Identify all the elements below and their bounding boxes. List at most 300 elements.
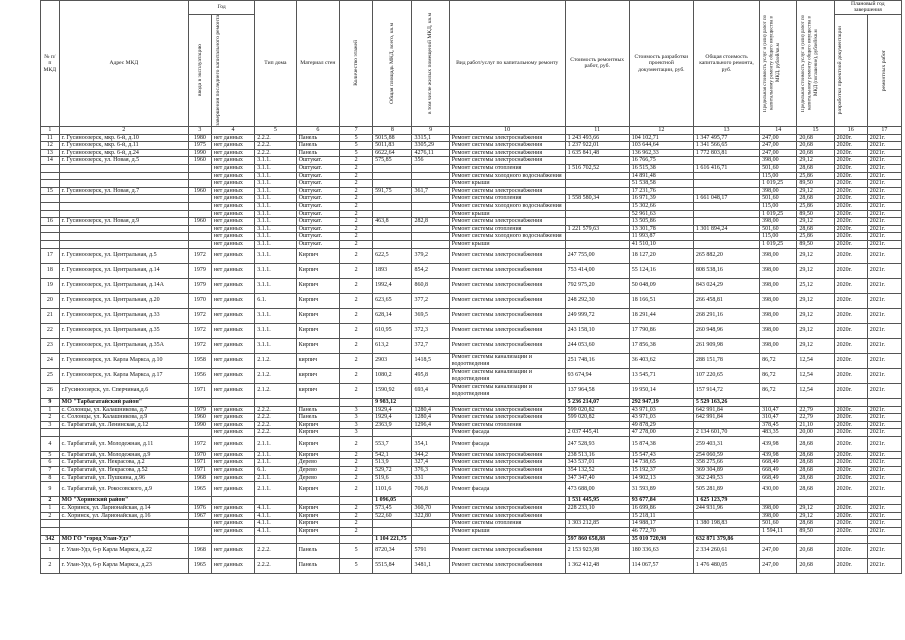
cell-design: 15 302,66: [629, 202, 693, 210]
district-total-row: [41, 398, 902, 406]
cell-plan-works: 2021г.: [867, 172, 901, 180]
cell-floors: 5: [340, 558, 373, 573]
cell-limit: 430,00: [760, 482, 797, 497]
cell-limit: 86,72: [760, 383, 797, 398]
cell-area: 2363,9: [373, 421, 412, 429]
cell-type: 3.1.1.: [255, 278, 296, 293]
cell-limit-repay: 28,68: [797, 436, 834, 451]
cell-address: г. Гусиноозерск, мкр. 6-й, д.24: [59, 149, 188, 157]
cell-design: 93 677,84: [629, 497, 693, 505]
cell-wall: Кирпич: [296, 308, 339, 323]
cell-limit: 247,00: [760, 543, 797, 558]
cell-area-living: [412, 180, 449, 188]
cell-year-repair: [211, 398, 254, 406]
cell-no: 9: [41, 398, 60, 406]
cell-floors: 2: [340, 451, 373, 459]
cell-year-built: [188, 195, 211, 203]
cell-no: 21: [41, 308, 60, 323]
cell-design: 16 515,38: [629, 164, 693, 172]
cell-work: Ремонт системы электроснабжения: [449, 263, 565, 278]
cell-wall: Дерево: [296, 474, 339, 482]
cell-year-built: 1971: [188, 459, 211, 467]
table-row: [41, 172, 902, 180]
table-row: [41, 134, 902, 142]
cell-plan-works: 2021г.: [867, 293, 901, 308]
cell-limit: 86,72: [760, 368, 797, 383]
cell-no: 3: [41, 421, 60, 429]
cell-year-built: 1976: [188, 505, 211, 513]
cell-area: 5011,83: [373, 142, 412, 150]
cell-type: 2.1.1.: [255, 436, 296, 451]
cell-cost: 249 999,72: [565, 308, 629, 323]
cell-design: 47 278,00: [629, 429, 693, 437]
cell-work: Ремонт системы электроснабжения: [449, 157, 565, 165]
cell-plan-design: 2020г.: [834, 202, 867, 210]
header-plan-group: Плановый год завершения: [834, 1, 901, 15]
cell-wall: кирпич: [296, 368, 339, 383]
cell-work: Ремонт крыши: [449, 180, 565, 188]
table-row: [41, 210, 902, 218]
cell-year-repair: нет данных: [211, 451, 254, 459]
cell-area-living: 1280,4: [412, 406, 449, 414]
header-limit1: Предельная стоимость услуг и (или) работ по капитальному ремонту общего имущества в МКД, рублей/кв.м: [760, 1, 797, 127]
cell-work: Ремонт системы электроснабжения: [449, 134, 565, 142]
cell-work: Ремонт системы канализации и водоотведения: [449, 368, 565, 383]
cell-limit: 398,00: [760, 338, 797, 353]
cell-area-living: 354,1: [412, 436, 449, 451]
cell-no: 17: [41, 248, 60, 263]
cell-design: 51 538,58: [629, 180, 693, 188]
cell-area: 519,6: [373, 474, 412, 482]
cell-address: [59, 520, 188, 528]
cell-work: Ремонт системы отопления: [449, 164, 565, 172]
cell-year-repair: нет данных: [211, 406, 254, 414]
cell-no: [41, 210, 60, 218]
district-total-row: [41, 535, 902, 543]
cell-total: 1 380 198,83: [693, 520, 759, 528]
cell-limit-repay: 29,12: [797, 323, 834, 338]
cell-floors: 2: [340, 368, 373, 383]
cell-area: 623,65: [373, 293, 412, 308]
table-row: [41, 218, 902, 226]
cell-limit-repay: 29,12: [797, 505, 834, 513]
cell-limit-repay: 12,54: [797, 353, 834, 368]
cell-limit: 398,00: [760, 308, 797, 323]
cell-address: с. Солонцы, ул. Калашникова, д.7: [59, 406, 188, 414]
cell-plan-works: 2021г.: [867, 353, 901, 368]
cell-year-repair: нет данных: [211, 353, 254, 368]
cell-floors: [340, 398, 373, 406]
cell-cost: 599 020,82: [565, 414, 629, 422]
cell-cost: 137 964,58: [565, 383, 629, 398]
cell-total: 157 914,72: [693, 383, 759, 398]
cell-area: 1992,4: [373, 278, 412, 293]
cell-design: 14 891,48: [629, 172, 693, 180]
cell-year-repair: нет данных: [211, 202, 254, 210]
cell-address: с. Тарбагатай, ул. Ленинская, д.12: [59, 421, 188, 429]
cell-work: [449, 497, 565, 505]
cell-no: 342: [41, 535, 60, 543]
cell-plan-works: 2021г.: [867, 383, 901, 398]
table-row: [41, 429, 902, 437]
cell-wall: Панель: [296, 543, 339, 558]
cell-plan-design: 2020г.: [834, 157, 867, 165]
cell-plan-design: 2020г.: [834, 406, 867, 414]
cell-type: [255, 398, 296, 406]
cell-area-living: 3305,29: [412, 142, 449, 150]
cell-address: с. Хоринск, ул. Ларионайская, д.16: [59, 512, 188, 520]
cell-work: Ремонт системы канализации и водоотведения: [449, 383, 565, 398]
cell-wall: Оштукат.: [296, 157, 339, 165]
cell-type: 3.1.1.: [255, 210, 296, 218]
cell-cost: [565, 528, 629, 536]
cell-year-repair: нет данных: [211, 505, 254, 513]
cell-limit-repay: 20,68: [797, 134, 834, 142]
cell-address: [59, 172, 188, 180]
cell-work: Ремонт системы электроснабжения: [449, 323, 565, 338]
cell-limit: 668,49: [760, 474, 797, 482]
cell-floors: 2: [340, 383, 373, 398]
cell-plan-works: 2021г.: [867, 505, 901, 513]
cell-cost: [565, 233, 629, 241]
table-row: [41, 406, 902, 414]
table-row: [41, 164, 902, 172]
cell-year-repair: нет данных: [211, 263, 254, 278]
cell-floors: 2: [340, 528, 373, 536]
cell-design: 41 510,10: [629, 240, 693, 248]
cell-total: 1 341 566,65: [693, 142, 759, 150]
cell-plan-design: 2020г.: [834, 482, 867, 497]
column-number: 12: [629, 126, 693, 134]
cell-plan-works: 2021г.: [867, 482, 901, 497]
cell-design: 18 166,51: [629, 293, 693, 308]
cell-wall: Кирпич: [296, 278, 339, 293]
cell-plan-works: 2021г.: [867, 467, 901, 475]
cell-plan-works: 2021г.: [867, 459, 901, 467]
cell-no: 2: [41, 512, 60, 520]
column-number: 3: [188, 126, 211, 134]
cell-year-built: [188, 225, 211, 233]
cell-type: 3.1.1.: [255, 164, 296, 172]
cell-floors: 5: [340, 149, 373, 157]
cell-plan-works: 2021г.: [867, 149, 901, 157]
cell-cost: 1 531 445,95: [565, 497, 629, 505]
table-row: [41, 308, 902, 323]
cell-year-built: [188, 528, 211, 536]
table-row: [41, 233, 902, 241]
table-header: [41, 1, 902, 135]
cell-plan-works: 2021г.: [867, 210, 901, 218]
cell-address: г. Гусиноозерск, ул. Центральная, д.14А: [59, 278, 188, 293]
cell-area-living: [412, 520, 449, 528]
column-number: 10: [449, 126, 565, 134]
cell-area: 1893: [373, 263, 412, 278]
cell-plan-design: [834, 398, 867, 406]
cell-cost: [565, 421, 629, 429]
table-row: [41, 383, 902, 398]
cell-plan-design: 2020г.: [834, 520, 867, 528]
cell-area: [373, 172, 412, 180]
cell-floors: [340, 497, 373, 505]
cell-area-living: 3481,1: [412, 558, 449, 573]
cell-area: 463,8: [373, 218, 412, 226]
cell-limit-repay: 20,68: [797, 558, 834, 573]
cell-area: [373, 520, 412, 528]
cell-area: 5515,84: [373, 558, 412, 573]
cell-wall: Оштукат.: [296, 218, 339, 226]
table-row: [41, 149, 902, 157]
cell-year-built: [188, 210, 211, 218]
cell-floors: 2: [340, 459, 373, 467]
cell-type: 2.2.2.: [255, 149, 296, 157]
cell-work: Ремонт системы электроснабжения: [449, 149, 565, 157]
cell-year-built: 1960: [188, 414, 211, 422]
cell-year-built: [188, 202, 211, 210]
cell-limit-repay: 28,68: [797, 195, 834, 203]
cell-plan-design: 2020г.: [834, 278, 867, 293]
cell-cost: [565, 240, 629, 248]
cell-design: 17 231,76: [629, 187, 693, 195]
cell-limit: 247,00: [760, 558, 797, 573]
cell-design: 103 644,64: [629, 142, 693, 150]
cell-design: 292 947,19: [629, 398, 693, 406]
cell-design: 16 766,75: [629, 157, 693, 165]
cell-plan-works: [867, 398, 901, 406]
cell-plan-works: 2021г.: [867, 474, 901, 482]
cell-area: [373, 429, 412, 437]
cell-wall: кирпич: [296, 383, 339, 398]
cell-year-built: [188, 233, 211, 241]
cell-type: 2.1.2.: [255, 368, 296, 383]
cell-no: 2: [41, 497, 60, 505]
cell-plan-design: 2020г.: [834, 505, 867, 513]
cell-plan-design: 2020г.: [834, 180, 867, 188]
cell-design: 15 874,38: [629, 436, 693, 451]
cell-design: 15 192,37: [629, 467, 693, 475]
cell-floors: 3: [340, 406, 373, 414]
cell-cost: 1 558 580,34: [565, 195, 629, 203]
column-number: 2: [59, 126, 188, 134]
cell-type: 3.1.1.: [255, 172, 296, 180]
cell-type: 6.1.: [255, 293, 296, 308]
cell-plan-design: 2020г.: [834, 451, 867, 459]
cell-type: 3.1.1.: [255, 157, 296, 165]
cell-floors: 2: [340, 218, 373, 226]
cell-type: 3.1.1.: [255, 248, 296, 263]
cell-no: 4: [41, 436, 60, 451]
cell-limit-repay: 29,12: [797, 218, 834, 226]
cell-year-built: 1979: [188, 263, 211, 278]
cell-design: 31 593,89: [629, 482, 693, 497]
cell-type: 2.1.1.: [255, 482, 296, 497]
cell-cost: 473 688,00: [565, 482, 629, 497]
cell-type: 3.1.1.: [255, 187, 296, 195]
cell-cost: 753 414,00: [565, 263, 629, 278]
cell-type: [255, 535, 296, 543]
table-row: [41, 451, 902, 459]
cell-area: [373, 528, 412, 536]
cell-wall: Оштукат.: [296, 172, 339, 180]
cell-floors: 2: [340, 505, 373, 513]
cell-address: [59, 225, 188, 233]
header-limit2: Предельная стоимость услуг и (или) работ по капитальному ремонту общего имущества в МКД (погашение), рублей/кв.м: [797, 1, 834, 127]
header-year-last: завершения последнего капитального ремонта: [211, 14, 254, 126]
table-row: [41, 505, 902, 513]
cell-area-living: 282,8: [412, 218, 449, 226]
cell-plan-design: 2020г.: [834, 467, 867, 475]
cell-total: 2 334 260,61: [693, 543, 759, 558]
cell-plan-works: 2021г.: [867, 368, 901, 383]
cell-work: Ремонт системы электроснабжения: [449, 278, 565, 293]
cell-no: 14: [41, 157, 60, 165]
cell-year-built: 1979: [188, 278, 211, 293]
cell-plan-works: 2021г.: [867, 451, 901, 459]
cell-total: [693, 233, 759, 241]
cell-total: [693, 157, 759, 165]
cell-floors: 2: [340, 512, 373, 520]
cell-limit-repay: 20,68: [797, 543, 834, 558]
cell-year-repair: нет данных: [211, 157, 254, 165]
cell-address: [59, 210, 188, 218]
cell-wall: Кирпич: [296, 436, 339, 451]
cell-design: 19 950,14: [629, 383, 693, 398]
cell-address: [59, 164, 188, 172]
table-body: [41, 134, 902, 573]
cell-year-built: 1972: [188, 248, 211, 263]
cell-area: 2903: [373, 353, 412, 368]
cell-type: 4.1.1.: [255, 505, 296, 513]
cell-address: г. Гусиноозерск, ул. Карла Маркса, д.17: [59, 368, 188, 383]
cell-cost: 2 037 445,41: [565, 429, 629, 437]
cell-cost: 597 860 658,88: [565, 535, 629, 543]
table-row: [41, 263, 902, 278]
cell-year-repair: нет данных: [211, 210, 254, 218]
header-total: Общая стоимость капитального ремонта, руб.: [693, 1, 759, 127]
cell-work: Ремонт системы канализации и водоотведения: [449, 353, 565, 368]
cell-year-repair: нет данных: [211, 482, 254, 497]
cell-total: [693, 187, 759, 195]
cell-total: 265 882,20: [693, 248, 759, 263]
cell-address: МО "Тарбагатайский район": [59, 398, 188, 406]
cell-area-living: [412, 429, 449, 437]
cell-cost: 2 153 923,98: [565, 543, 629, 558]
cell-design: 136 962,33: [629, 149, 693, 157]
cell-plan-design: 2020г.: [834, 210, 867, 218]
cell-area: 1101,6: [373, 482, 412, 497]
cell-design: 14 988,17: [629, 520, 693, 528]
cell-address: г. Улан-Удэ, 6-р Карла Маркса, д.23: [59, 558, 188, 573]
cell-area: 1590,92: [373, 383, 412, 398]
cell-floors: 2: [340, 172, 373, 180]
cell-work: Ремонт системы электроснабжения: [449, 406, 565, 414]
cell-floors: 2: [340, 467, 373, 475]
cell-floors: 2: [340, 293, 373, 308]
column-number: 15: [797, 126, 834, 134]
cell-area: 1 104 221,75: [373, 535, 412, 543]
cell-design: 11 993,87: [629, 233, 693, 241]
cell-no: 12: [41, 142, 60, 150]
cell-plan-works: 2021г.: [867, 520, 901, 528]
cell-no: 9: [41, 482, 60, 497]
header-design: Стоимость разработки проектной документации, руб.: [629, 1, 693, 127]
cell-year-repair: нет данных: [211, 225, 254, 233]
cell-address: МО "Хоринский район": [59, 497, 188, 505]
cell-area-living: [412, 210, 449, 218]
cell-floors: 2: [340, 278, 373, 293]
cell-no: [41, 233, 60, 241]
cell-type: 2.2.2.: [255, 421, 296, 429]
table-row: [41, 202, 902, 210]
cell-limit: 398,00: [760, 157, 797, 165]
cell-limit-repay: 29,12: [797, 248, 834, 263]
cell-plan-design: 2020г.: [834, 558, 867, 573]
cell-cost: 354 132,52: [565, 467, 629, 475]
cell-work: Ремонт системы электроснабжения: [449, 248, 565, 263]
cell-cost: 228 233,10: [565, 505, 629, 513]
cell-design: 49 878,29: [629, 421, 693, 429]
cell-area: [373, 240, 412, 248]
cell-floors: 5: [340, 134, 373, 142]
cell-floors: 3: [340, 414, 373, 422]
cell-limit: 398,00: [760, 248, 797, 263]
cell-limit-repay: 29,12: [797, 338, 834, 353]
table-row: [41, 157, 902, 165]
cell-area: [373, 202, 412, 210]
cell-cost: [565, 512, 629, 520]
cell-total: [693, 528, 759, 536]
cell-area: [373, 195, 412, 203]
cell-cost: 1 237 922,01: [565, 142, 629, 150]
cell-total: 2 134 601,70: [693, 429, 759, 437]
cell-limit: 310,47: [760, 414, 797, 422]
cell-plan-works: 2021г.: [867, 421, 901, 429]
cell-limit-repay: 89,50: [797, 240, 834, 248]
cell-type: 3.1.1.: [255, 240, 296, 248]
cell-wall: Панель: [296, 558, 339, 573]
table-row: [41, 353, 902, 368]
cell-design: 16 971,39: [629, 195, 693, 203]
cell-design: 55 124,16: [629, 263, 693, 278]
cell-cost: 1 516 702,52: [565, 164, 629, 172]
cell-plan-works: 2021г.: [867, 202, 901, 210]
cell-plan-works: 2021г.: [867, 558, 901, 573]
cell-wall: [296, 398, 339, 406]
cell-plan-design: 2020г.: [834, 164, 867, 172]
cell-address: [59, 233, 188, 241]
cell-year-repair: нет данных: [211, 278, 254, 293]
cell-area: 8720,34: [373, 543, 412, 558]
cell-limit-repay: 28,68: [797, 164, 834, 172]
cell-total: 505 281,89: [693, 482, 759, 497]
cell-plan-works: 2021г.: [867, 436, 901, 451]
cell-area: 513,9: [373, 459, 412, 467]
cell-type: 2.1.1.: [255, 474, 296, 482]
cell-floors: 2: [340, 482, 373, 497]
cell-year-built: 1971: [188, 467, 211, 475]
cell-work: Ремонт системы электроснабжения: [449, 467, 565, 475]
cell-area: 591,75: [373, 187, 412, 195]
cell-area: 1929,4: [373, 406, 412, 414]
cell-area: [373, 164, 412, 172]
cell-area: 529,72: [373, 467, 412, 475]
cell-total: 843 024,29: [693, 278, 759, 293]
table-row: [41, 414, 902, 422]
cell-year-repair: нет данных: [211, 436, 254, 451]
cell-address: г. Гусиноозерск, ул. Центральная, д.35А: [59, 338, 188, 353]
cell-wall: Дерево: [296, 459, 339, 467]
cell-limit-repay: 28,68: [797, 459, 834, 467]
cell-plan-works: 2021г.: [867, 263, 901, 278]
